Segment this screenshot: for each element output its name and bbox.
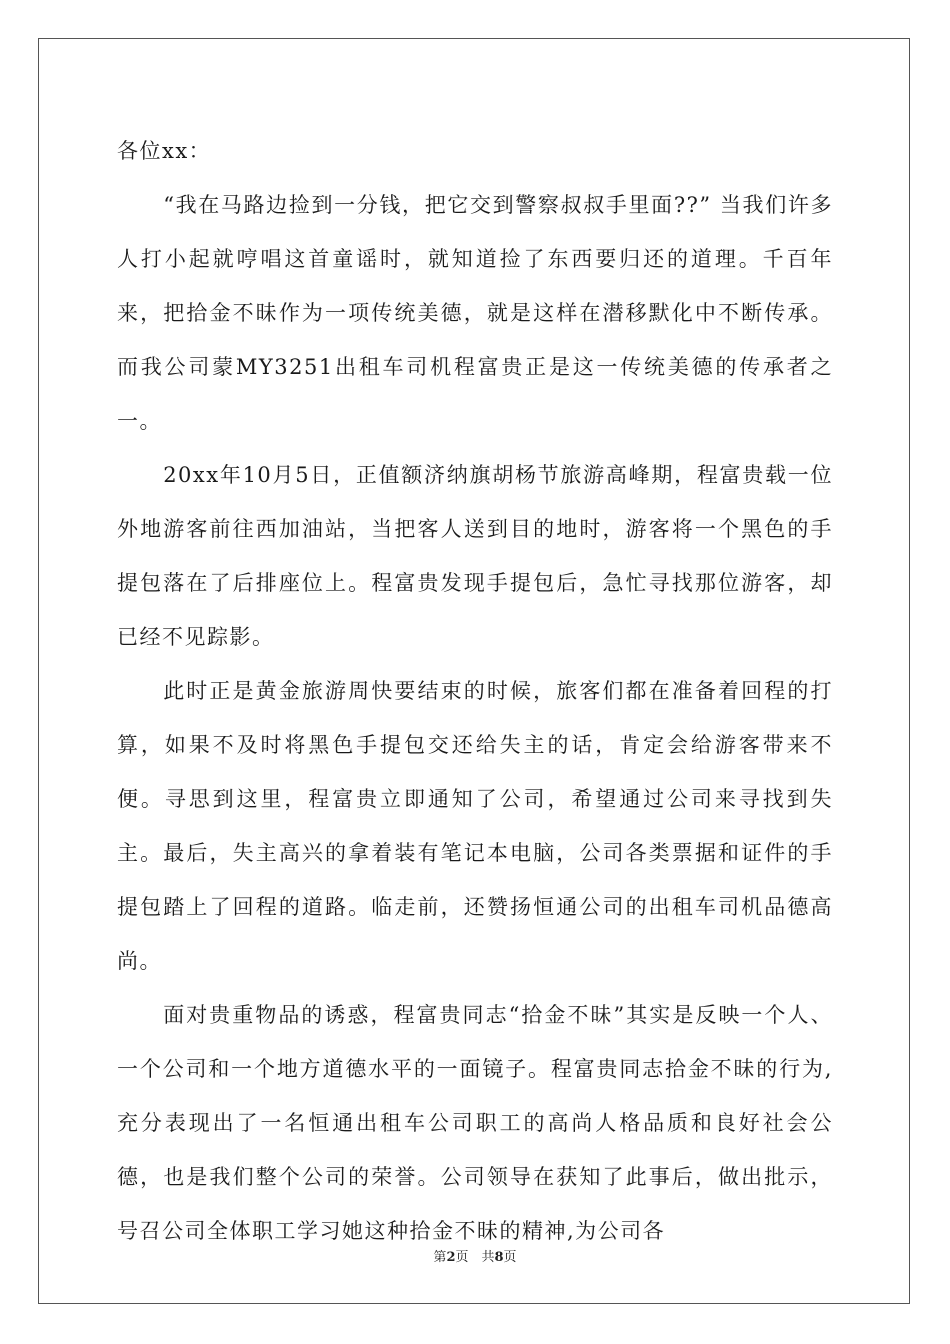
document-body [117, 124, 833, 1258]
total-page-number: 8 [494, 1250, 504, 1265]
paragraph-3: 此时正是黄金旅游周快要结束的时候，旅客们都在准备着回程的打算，如果不及时将黑色手提包交还给失主的话，肯定会给游客带来不便。寻思到这里，程富贵立即通知了公司，希望通过公司来寻找到失主。最后，失主高兴的拿着装有笔记本电脑，公司各类票据和证件的手提包踏上了回程的道路。临走前，还赞扬恒通公司的出租车司机品德高尚。 [117, 679, 833, 973]
paragraph-2: 20xx年10月5日，正值额济纳旗胡杨节旅游高峰期，程富贵载一位外地游客前往西加油站，当把客人送到目的地时，游客将一个黑色的手提包落在了后排座位上。程富贵发现手提包后，急忙寻找那位游客，却已经不见踪影。 [117, 463, 833, 649]
current-page-number: 2 [446, 1250, 456, 1265]
page-prefix: 第 [433, 1250, 447, 1265]
page-number-footer [0, 1246, 950, 1265]
page-mid: 页 共 [455, 1250, 495, 1265]
paragraph-4: 面对贵重物品的诱惑，程富贵同志“拾金不昧”其实是反映一个人、一个公司和一个地方道德水平的一面镜子。程富贵同志拾金不昧的行为,充分表现出了一名恒通出租车公司职工的高尚人格品质和良好社会公德，也是我们整个公司的荣誉。公司领导在获知了此事后，做出批示，号召公司全体职工学习她这种拾金不昧的精神,为公司各 [117, 1003, 833, 1243]
greeting: 各位xx： [117, 139, 212, 163]
paragraph-1: “我在马路边捡到一分钱，把它交到警察叔叔手里面??” 当我们许多人打小起就哼唱这首童谣时，就知道捡了东西要归还的道理。千百年来，把拾金不昧作为一项传统美德，就是这样在潜移默化中不断传承。而我公司蒙MY3251出租车司机程富贵正是这一传统美德的传承者之一。 [117, 193, 833, 433]
page-suffix: 页 [503, 1250, 517, 1265]
